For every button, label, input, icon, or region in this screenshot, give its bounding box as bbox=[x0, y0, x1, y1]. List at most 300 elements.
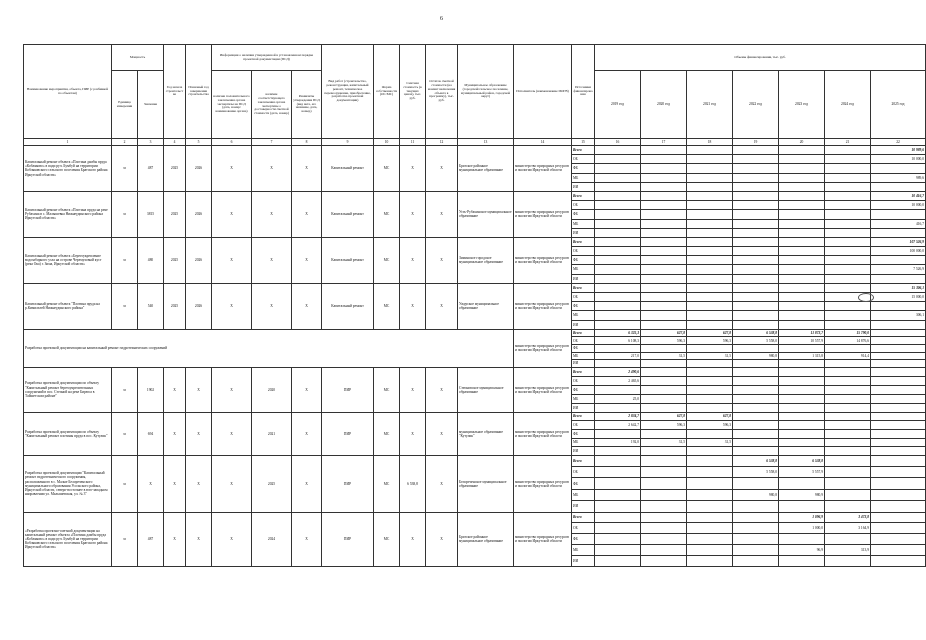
funding-value: 980,8 bbox=[733, 352, 779, 360]
object-p12: Х bbox=[426, 146, 458, 192]
funding-value bbox=[733, 293, 779, 302]
funding-value bbox=[641, 293, 687, 302]
funding-value bbox=[641, 311, 687, 320]
funding-value bbox=[687, 237, 733, 246]
funding-value: 627,8 bbox=[687, 329, 733, 337]
column-number: 17 bbox=[641, 139, 687, 146]
source-label: ИИ bbox=[572, 555, 595, 566]
funding-value bbox=[779, 385, 825, 394]
funding-value bbox=[687, 311, 733, 320]
funding-value bbox=[779, 501, 825, 512]
object-p8: Х bbox=[292, 455, 322, 512]
funding-value bbox=[687, 489, 733, 500]
object-p6: Х bbox=[212, 237, 252, 283]
funding-value: 627,8 bbox=[641, 412, 687, 421]
object-p7: 2025 bbox=[252, 455, 292, 512]
source-label: МБ bbox=[572, 394, 595, 403]
funding-value bbox=[595, 320, 641, 329]
object-p11: Х bbox=[400, 512, 426, 566]
funding-value bbox=[871, 367, 926, 376]
source-label: МБ bbox=[572, 489, 595, 500]
funding-value: 416,7 bbox=[871, 219, 926, 228]
funding-value bbox=[825, 320, 871, 329]
funding-value bbox=[733, 385, 779, 394]
column-number: 18 bbox=[687, 139, 733, 146]
object-p8: Х bbox=[292, 283, 322, 329]
object-p12: Х bbox=[426, 367, 458, 412]
object-p6: Х bbox=[212, 412, 252, 455]
source-label: ОБ bbox=[572, 155, 595, 164]
object-p7: Х bbox=[252, 283, 292, 329]
funding-value bbox=[687, 210, 733, 219]
funding-value bbox=[641, 247, 687, 256]
table-row bbox=[24, 455, 926, 466]
funding-value bbox=[687, 265, 733, 274]
object-name: Разработка проектной документации по объекту "Капитальный ремонт берегоукрепительных сооружений в пос. Степной на реке Бирюса в Тайшетском районе" bbox=[24, 367, 112, 412]
object-start: Х bbox=[164, 455, 186, 512]
funding-value bbox=[687, 247, 733, 256]
funding-value: 3 164,9 bbox=[825, 523, 871, 534]
object-unit: м bbox=[112, 191, 138, 237]
funding-value bbox=[825, 247, 871, 256]
column-number: 21 bbox=[825, 139, 871, 146]
source-label: Всего bbox=[572, 146, 595, 155]
object-start: 2025 bbox=[164, 283, 186, 329]
funding-value bbox=[641, 555, 687, 566]
funding-value bbox=[641, 534, 687, 545]
funding-value bbox=[733, 228, 779, 237]
funding-value bbox=[779, 155, 825, 164]
funding-value bbox=[871, 412, 926, 421]
object-p11: Х bbox=[400, 283, 426, 329]
funding-value bbox=[595, 403, 641, 412]
funding-value bbox=[641, 376, 687, 385]
object-unit: м bbox=[112, 455, 138, 512]
funding-value: 2 465,6 bbox=[595, 376, 641, 385]
object-unit: м bbox=[112, 367, 138, 412]
funding-value bbox=[733, 146, 779, 155]
object-end: 2026 bbox=[186, 237, 212, 283]
object-p8: Х bbox=[292, 367, 322, 412]
funding-value: 5 558,0 bbox=[733, 467, 779, 478]
object-value: Х bbox=[138, 455, 164, 512]
header-executor: Исполнитель (наименование ИОГВ) bbox=[514, 45, 572, 139]
funding-value bbox=[825, 447, 871, 456]
object-own: МС bbox=[374, 367, 400, 412]
funding-value bbox=[825, 155, 871, 164]
funding-value bbox=[779, 228, 825, 237]
funding-value bbox=[641, 478, 687, 489]
object-p12: Х bbox=[426, 191, 458, 237]
funding-value bbox=[825, 376, 871, 385]
object-value: 1902 bbox=[138, 367, 164, 412]
funding-value bbox=[733, 376, 779, 385]
column-number: 6 bbox=[212, 139, 252, 146]
funding-value: 6 538,8 bbox=[779, 455, 825, 466]
funding-value bbox=[733, 534, 779, 545]
funding-value bbox=[595, 534, 641, 545]
object-value: 694 bbox=[138, 412, 164, 455]
funding-value bbox=[641, 210, 687, 219]
header-year-2022: 2022 год bbox=[733, 71, 779, 139]
funding-value: 31,5 bbox=[687, 438, 733, 447]
funding-value bbox=[687, 182, 733, 191]
funding-value bbox=[825, 412, 871, 421]
header-name: Наименование мероприятия, объекта, ПИР (с разбивкой по объектам) bbox=[24, 45, 112, 139]
funding-value bbox=[687, 385, 733, 394]
section-title: Разработка проектной документации на капитальный ремонт гидротехнических сооружений bbox=[24, 329, 514, 367]
funding-value bbox=[595, 228, 641, 237]
object-p7: 2020 bbox=[252, 367, 292, 412]
funding-value bbox=[825, 283, 871, 292]
object-p12: Х bbox=[426, 455, 458, 512]
object-p11: Х bbox=[400, 367, 426, 412]
funding-value bbox=[825, 429, 871, 438]
funding-value bbox=[733, 191, 779, 200]
funding-value bbox=[871, 164, 926, 173]
object-end: Х bbox=[186, 455, 212, 512]
funding-value bbox=[733, 320, 779, 329]
funding-value: 3 473,8 bbox=[825, 512, 871, 523]
funding-value: 980,9 bbox=[779, 489, 825, 500]
funding-value bbox=[687, 201, 733, 210]
funding-value bbox=[779, 320, 825, 329]
source-label: Всего bbox=[572, 367, 595, 376]
funding-value bbox=[871, 555, 926, 566]
funding-value: 6 538,8 bbox=[733, 329, 779, 337]
object-unit: м bbox=[112, 237, 138, 283]
funding-value bbox=[825, 219, 871, 228]
funding-value bbox=[779, 164, 825, 173]
funding-value bbox=[595, 265, 641, 274]
funding-value bbox=[871, 182, 926, 191]
object-p11: Х bbox=[400, 412, 426, 455]
funding-value bbox=[733, 412, 779, 421]
object-executor: министерство природных ресурсов и экологии Иркутской области bbox=[514, 412, 572, 455]
column-number: 5 bbox=[186, 139, 212, 146]
funding-value bbox=[641, 237, 687, 246]
funding-value bbox=[779, 173, 825, 182]
object-p11: Х bbox=[400, 146, 426, 192]
funding-value bbox=[871, 421, 926, 430]
object-end: Х bbox=[186, 367, 212, 412]
funding-value bbox=[687, 155, 733, 164]
source-label: Всего bbox=[572, 455, 595, 466]
funding-value bbox=[641, 228, 687, 237]
funding-value bbox=[779, 293, 825, 302]
header-start-year: Год начала строительства bbox=[164, 45, 186, 139]
funding-value bbox=[733, 478, 779, 489]
funding-value: 31,5 bbox=[641, 352, 687, 360]
object-own: МС bbox=[374, 146, 400, 192]
source-label: ФБ bbox=[572, 534, 595, 545]
funding-value bbox=[595, 210, 641, 219]
object-p6: Х bbox=[212, 367, 252, 412]
object-executor: министерство природных ресурсов и экологии Иркутской области bbox=[514, 146, 572, 192]
funding-value bbox=[871, 228, 926, 237]
funding-value bbox=[825, 311, 871, 320]
funding-value: 914,4 bbox=[825, 352, 871, 360]
funding-value bbox=[825, 344, 871, 352]
funding-value bbox=[779, 394, 825, 403]
funding-value bbox=[687, 555, 733, 566]
funding-value bbox=[779, 412, 825, 421]
funding-value bbox=[825, 489, 871, 500]
funding-value: 989,6 bbox=[871, 173, 926, 182]
column-number: 7 bbox=[252, 139, 292, 146]
funding-value bbox=[779, 344, 825, 352]
source-label: ФБ bbox=[572, 164, 595, 173]
funding-value bbox=[825, 265, 871, 274]
funding-value bbox=[825, 191, 871, 200]
funding-value bbox=[595, 173, 641, 182]
object-end: 2026 bbox=[186, 283, 212, 329]
funding-value: 192,0 bbox=[595, 438, 641, 447]
source-label: ФБ bbox=[572, 429, 595, 438]
object-work: ПИР bbox=[322, 412, 374, 455]
object-start: 2025 bbox=[164, 237, 186, 283]
funding-value bbox=[779, 247, 825, 256]
funding-value bbox=[733, 210, 779, 219]
funding-value bbox=[595, 247, 641, 256]
header-source: Источники финансирования bbox=[572, 45, 595, 139]
funding-value bbox=[733, 438, 779, 447]
funding-value bbox=[687, 534, 733, 545]
object-p6: Х bbox=[212, 146, 252, 192]
object-mo: Белореченское муниципальное образование bbox=[458, 455, 514, 512]
funding-value: 100 000,0 bbox=[871, 247, 926, 256]
funding-value bbox=[871, 447, 926, 456]
funding-value bbox=[733, 247, 779, 256]
funding-value: 96,9 bbox=[779, 545, 825, 556]
source-label: МБ bbox=[572, 352, 595, 360]
object-start: 2025 bbox=[164, 146, 186, 192]
source-label: ИИ bbox=[572, 360, 595, 368]
funding-value bbox=[641, 489, 687, 500]
object-start: Х bbox=[164, 367, 186, 412]
object-value: 487 bbox=[138, 146, 164, 192]
funding-value bbox=[825, 367, 871, 376]
source-label: Всего bbox=[572, 283, 595, 292]
object-own: МС bbox=[374, 237, 400, 283]
funding-value bbox=[733, 219, 779, 228]
funding-value bbox=[825, 146, 871, 155]
column-number: 11 bbox=[400, 139, 426, 146]
funding-value: 31,5 bbox=[687, 352, 733, 360]
source-label: МБ bbox=[572, 219, 595, 228]
source-label: ИИ bbox=[572, 320, 595, 329]
funding-value: 15 790,0 bbox=[825, 329, 871, 337]
header-year-2025: 2025 год bbox=[871, 71, 926, 139]
funding-value bbox=[825, 201, 871, 210]
funding-value bbox=[871, 455, 926, 466]
funding-value bbox=[871, 489, 926, 500]
object-own: МС bbox=[374, 283, 400, 329]
section-executor: министерство природных ресурсов и экологии Иркутской области bbox=[514, 329, 572, 367]
funding-value bbox=[595, 155, 641, 164]
funding-value bbox=[733, 265, 779, 274]
header-year-2020: 2020 год bbox=[641, 71, 687, 139]
object-p8: Х bbox=[292, 237, 322, 283]
header-completion-year: Плановый год завершения строительства bbox=[186, 45, 212, 139]
object-p6: Х bbox=[212, 283, 252, 329]
funding-value bbox=[641, 523, 687, 534]
object-value: 480 bbox=[138, 237, 164, 283]
funding-value bbox=[687, 360, 733, 368]
object-value: 540 bbox=[138, 283, 164, 329]
object-executor: министерство природных ресурсов и экологии Иркутской области bbox=[514, 191, 572, 237]
funding-value bbox=[779, 438, 825, 447]
funding-value bbox=[871, 467, 926, 478]
source-label: МБ bbox=[572, 438, 595, 447]
object-mo: Зиминское городское муниципальное образование bbox=[458, 237, 514, 283]
header-capacity: Мощность bbox=[112, 45, 164, 71]
funding-value bbox=[641, 367, 687, 376]
funding-value: 2 642,7 bbox=[595, 421, 641, 430]
funding-value bbox=[687, 545, 733, 556]
object-p7: Х bbox=[252, 146, 292, 192]
funding-value bbox=[687, 478, 733, 489]
funding-value bbox=[871, 394, 926, 403]
funding-value bbox=[825, 403, 871, 412]
page-number: 6 bbox=[440, 16, 443, 22]
funding-value bbox=[595, 274, 641, 283]
funding-value bbox=[641, 283, 687, 292]
funding-value bbox=[733, 447, 779, 456]
object-mo: Степновское муниципальное образование bbox=[458, 367, 514, 412]
source-label: ИИ bbox=[572, 501, 595, 512]
funding-value: 10 557,9 bbox=[779, 337, 825, 345]
funding-value bbox=[825, 555, 871, 566]
funding-value bbox=[687, 191, 733, 200]
object-own: МС bbox=[374, 412, 400, 455]
funding-value bbox=[595, 164, 641, 173]
funding-value bbox=[733, 501, 779, 512]
object-unit: м bbox=[112, 146, 138, 192]
funding-value bbox=[825, 164, 871, 173]
object-mo: Братское районное муниципальное образование bbox=[458, 512, 514, 566]
object-p11: Х bbox=[400, 237, 426, 283]
funding-value: 6 325,3 bbox=[595, 329, 641, 337]
object-end: Х bbox=[186, 412, 212, 455]
source-label: Всего bbox=[572, 412, 595, 421]
column-number: 4 bbox=[164, 139, 186, 146]
funding-value: 31,5 bbox=[641, 438, 687, 447]
object-value: 487 bbox=[138, 512, 164, 566]
funding-value bbox=[687, 512, 733, 523]
object-work: Капитальный ремонт bbox=[322, 237, 374, 283]
column-number: 14 bbox=[514, 139, 572, 146]
source-label: ИИ bbox=[572, 182, 595, 191]
funding-value bbox=[733, 164, 779, 173]
source-label: ФБ bbox=[572, 210, 595, 219]
funding-value bbox=[595, 191, 641, 200]
object-name: «Разработка проектно-сметной документации на капитальный ремонт объекта «Плотина дамбы пруда «Кобляково» в пади руч. Бумбуй на территории Кобляковского сельского поселения Братского района Иркутской области» bbox=[24, 512, 112, 566]
funding-value bbox=[779, 265, 825, 274]
funding-value bbox=[825, 394, 871, 403]
object-p11: 6 538,8 bbox=[400, 455, 426, 512]
funding-value bbox=[871, 320, 926, 329]
funding-value bbox=[595, 512, 641, 523]
source-label: МБ bbox=[572, 311, 595, 320]
funding-value bbox=[641, 201, 687, 210]
funding-value bbox=[733, 182, 779, 191]
funding-value bbox=[641, 256, 687, 265]
object-work: Капитальный ремонт bbox=[322, 191, 374, 237]
funding-value bbox=[779, 302, 825, 311]
funding-value bbox=[595, 501, 641, 512]
funding-value: 107 526,9 bbox=[871, 237, 926, 246]
funding-value bbox=[687, 429, 733, 438]
header-remaining-cost: Остаток сметной стоимости (на момент включения объекта в программу), тыс. руб. bbox=[426, 45, 458, 139]
funding-value: 6 108,3 bbox=[595, 337, 641, 345]
funding-value: 1 315,8 bbox=[779, 352, 825, 360]
funding-value: 596,3 bbox=[641, 337, 687, 345]
funding-value bbox=[871, 256, 926, 265]
funding-value bbox=[871, 501, 926, 512]
funding-value bbox=[595, 311, 641, 320]
header-year-2024: 2024 год bbox=[825, 71, 871, 139]
funding-value bbox=[687, 219, 733, 228]
header-psd-details: Реквизиты утверждения ПСД (вид акта, его название, дата, номер) bbox=[292, 71, 322, 139]
object-start: 2025 bbox=[164, 191, 186, 237]
funding-value bbox=[595, 489, 641, 500]
object-end: 2026 bbox=[186, 146, 212, 192]
funding-value bbox=[641, 467, 687, 478]
funding-value bbox=[871, 438, 926, 447]
funding-value bbox=[595, 523, 641, 534]
table-row bbox=[24, 146, 926, 155]
funding-value bbox=[641, 173, 687, 182]
object-p7: Х bbox=[252, 191, 292, 237]
funding-value bbox=[687, 394, 733, 403]
funding-value bbox=[595, 182, 641, 191]
object-name: Разработка проектной документации по объекту "Капитальный ремонт плотины пруда в пос. Кутулик" bbox=[24, 412, 112, 455]
funding-value bbox=[779, 219, 825, 228]
funding-value bbox=[733, 155, 779, 164]
object-name: Капитальный ремонт объекта «Плотина дамбы пруда «Кобляково» в пади руч. Бумбуй на территории Кобляковского сельского поселения Братского района Иркутской области» bbox=[24, 146, 112, 192]
funding-value bbox=[687, 302, 733, 311]
funding-value bbox=[595, 385, 641, 394]
funding-value bbox=[641, 447, 687, 456]
funding-value bbox=[779, 311, 825, 320]
funding-value bbox=[595, 360, 641, 368]
funding-value bbox=[871, 360, 926, 368]
funding-value bbox=[641, 302, 687, 311]
funding-value bbox=[779, 429, 825, 438]
header-psd-state-exp: наличие положительного заключения органа экспертизы на ПСД (дата, номер/ наименование органа) bbox=[212, 71, 252, 139]
column-number: 13 bbox=[458, 139, 514, 146]
funding-value: 6 538,8 bbox=[733, 455, 779, 466]
object-p7: 2024 bbox=[252, 512, 292, 566]
object-name: Капитальный ремонт объекта "Плотина пруда на р.Кимильтей Нижнеудинского района" bbox=[24, 283, 112, 329]
funding-value bbox=[687, 293, 733, 302]
funding-value bbox=[641, 219, 687, 228]
header-psd-estimate: наличие соответствующего заключения органа экспертизы о достоверности сметной стоимости (дата, номер) bbox=[252, 71, 292, 139]
funding-value bbox=[595, 283, 641, 292]
source-label: ФБ bbox=[572, 344, 595, 352]
funding-value bbox=[641, 501, 687, 512]
funding-value bbox=[641, 385, 687, 394]
funding-value bbox=[687, 455, 733, 466]
funding-value bbox=[733, 421, 779, 430]
funding-value bbox=[779, 447, 825, 456]
funding-value bbox=[871, 274, 926, 283]
column-number: 19 bbox=[733, 139, 779, 146]
source-label: ОБ bbox=[572, 421, 595, 430]
funding-value bbox=[871, 385, 926, 394]
funding-value bbox=[687, 501, 733, 512]
